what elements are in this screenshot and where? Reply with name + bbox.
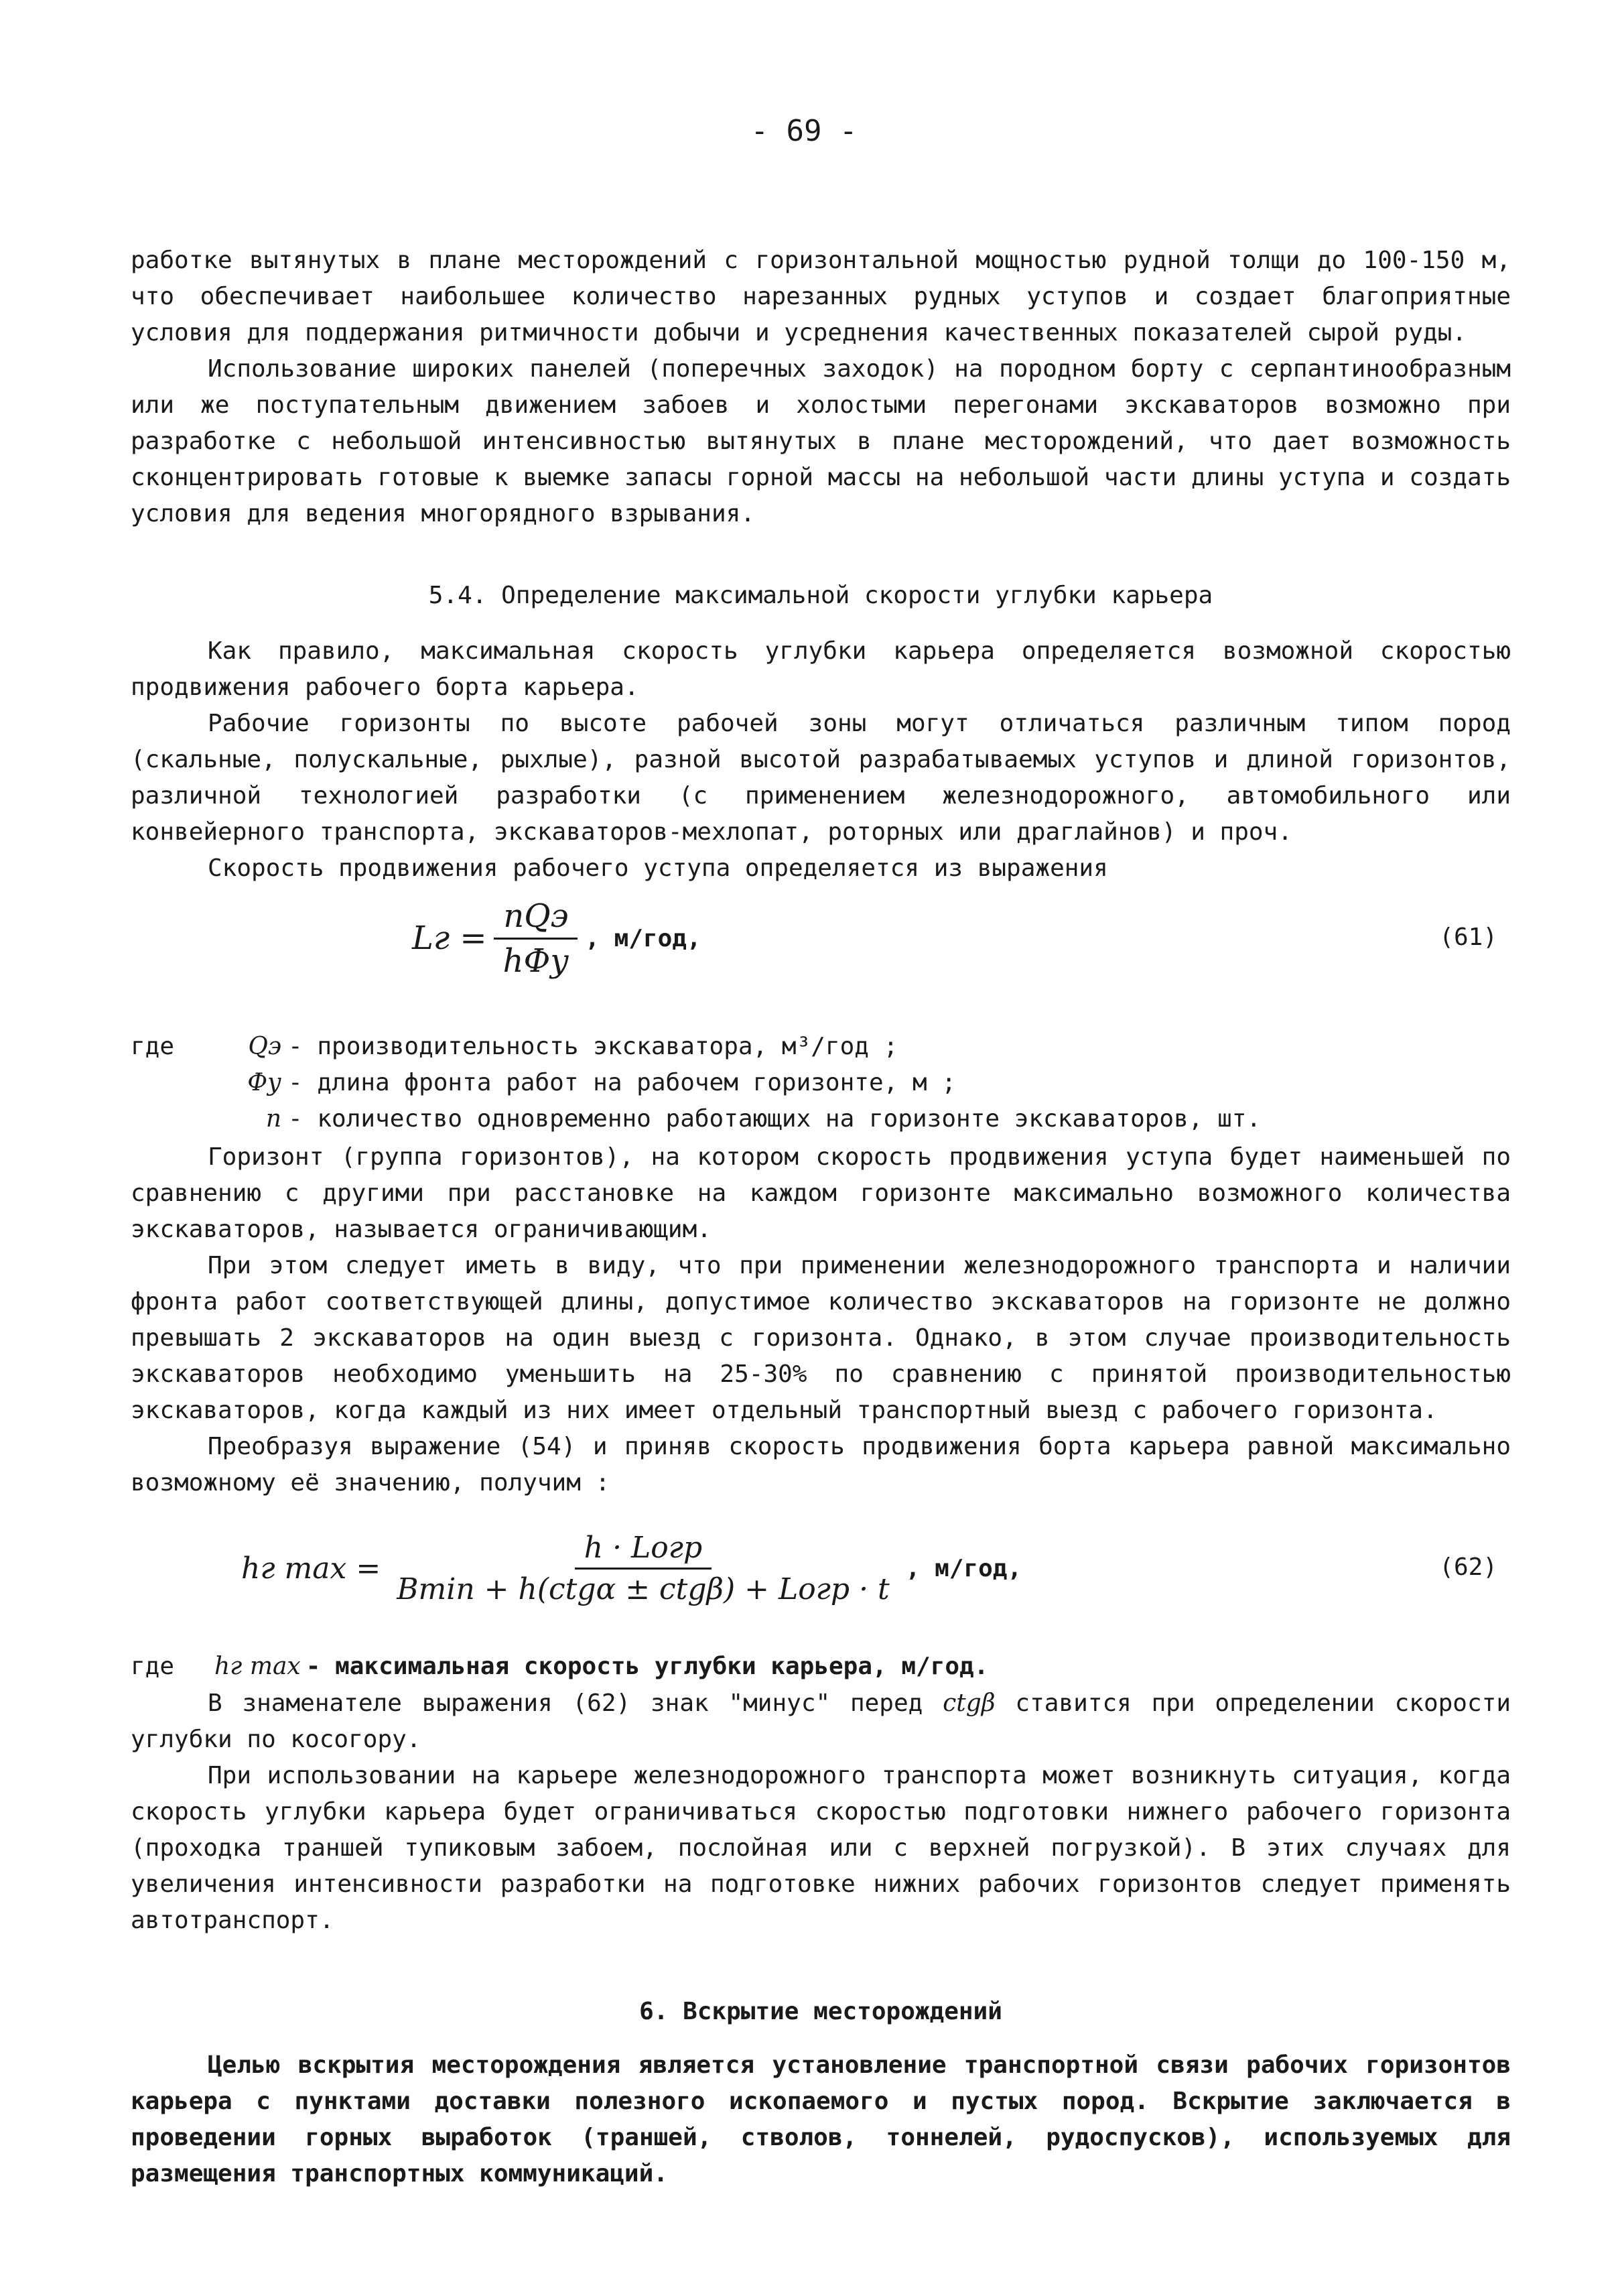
legend-row-f xyxy=(131,1065,1511,1101)
formula-61-lhs: Lг = xyxy=(412,919,487,957)
minus-sign-math: ctgβ xyxy=(943,1689,996,1717)
body-paragraph-railway-limit: При использовании на карьере железнодорожного транспорта может возникнуть ситуация, когда скорость углубки карьера будет ограничиваться скоростью подготовки нижнего рабочего горизонта (проходка траншей тупиковым забоем, послойная или с верхней погрузкой). В этих случаях для увеличения интенсивности разработки на подготовке нижних рабочих горизонтов следует применять автотранспорт. xyxy=(131,1762,1511,1934)
legend-row-n xyxy=(131,1101,1511,1137)
section-5-4-block xyxy=(131,633,1511,887)
body-paragraph-transform: Преобразуя выражение (54) и приняв скорость продвижения борта карьера равной максимально возможному её значению, получим : xyxy=(131,1433,1511,1496)
formula-62-numerator: h · Lогр xyxy=(575,1531,712,1570)
section-6-block xyxy=(131,2047,1511,2192)
formula-61-row xyxy=(131,898,1511,978)
formula-61-numerator: nQэ xyxy=(494,897,578,940)
formula-61-legend xyxy=(131,1029,1511,1137)
body-block-3 xyxy=(131,1685,1511,1939)
formula-62-row xyxy=(131,1521,1511,1615)
section-5-4-paragraph-3: Скорость продвижения рабочего уступа определяется из выражения xyxy=(208,854,1108,882)
where-label: где xyxy=(131,1033,175,1060)
formula-62-denominator: Bmin + h(ctgα ± ctgβ) + Lогр · t xyxy=(397,1572,890,1606)
section-6-heading: 6. Вскрытие месторождений xyxy=(639,1998,1002,2025)
legend-symbol-h: hг max xyxy=(214,1653,301,1680)
section-5-4-paragraph-2: Рабочие горизонты по высоте рабочей зоны могут отличаться различным типом пород (скальные, полускальные, рыхлые), разной высотой разрабатываемых уступов и длиной горизонтов, различной технологией разработки (с применением железнодорожного, автомобильного или конвейерного транспорта, экскаваторов-мехлопат, роторных или драглайнов) и проч. xyxy=(131,710,1511,846)
section-5-4-paragraph-1: Как правило, максимальная скорость углубки карьера определяется возможной скоростью продвижения рабочего борта карьера. xyxy=(131,637,1511,701)
minus-sign-text-after: ставится при определении скорости углубки по косогору. xyxy=(131,1689,1511,1753)
formula-61 xyxy=(412,898,701,978)
formula-62-number: (62) xyxy=(1439,1553,1497,1581)
formula-61-units: , м/год, xyxy=(585,924,701,952)
intro-paragraph-2: Использование широких панелей (поперечных заходок) на породном борту с серпантинообразным или же поступательным движением забоев и холостыми перегонами экскаваторов возможно при разработке с небольшой интенсивностью вытянутых в плане месторождений, что дает возможность сконцентрировать готовые к выемке запасы горной массы на небольшой части длины уступа и создать условия для ведения многорядного взрывания. xyxy=(131,355,1511,527)
formula-62 xyxy=(241,1521,1022,1615)
body-block-2 xyxy=(131,1139,1511,1501)
legend-row-q xyxy=(131,1029,1511,1065)
legend-row-h xyxy=(131,1649,1511,1685)
legend-text-n: - количество одновременно работающих на горизонте экскаваторов, шт. xyxy=(288,1105,1262,1133)
formula-61-number: (61) xyxy=(1439,923,1497,951)
minus-sign-text-before: В знаменателе выражения (62) знак "минус" перед xyxy=(208,1689,923,1717)
legend-text-h: - максимальная скорость углубки карьера, м/год. xyxy=(306,1653,989,1680)
formula-62-legend xyxy=(131,1649,1511,1685)
section-6-paragraph-1: Целью вскрытия месторождения является установление транспортной связи рабочих горизонтов карьера с пунктами доставки полезного ископаемого и пустых пород. Вскрытие заключается в проведении горных выработок (траншей, стволов, тоннелей, рудоспусков), используемых для размещения транспортных коммуникаций. xyxy=(131,2051,1511,2187)
legend-symbol-q: Qэ xyxy=(248,1033,281,1060)
legend-symbol-f: Фу xyxy=(247,1069,281,1096)
legend-symbol-n: n xyxy=(265,1105,281,1133)
intro-paragraph-1: работке вытянутых в плане месторождений с горизонтальной мощностью рудной толщи до 100-150 м, что обеспечивает наибольшее количество нарезанных рудных уступов и создает благоприятные условия для поддержания ритмичности добычи и усреднения качественных показателей сырой руды. xyxy=(131,247,1511,346)
page-number: - 69 - xyxy=(750,114,858,148)
intro-block xyxy=(131,243,1511,532)
where-label-2: где xyxy=(131,1653,175,1680)
body-paragraph-railway: При этом следует иметь в виду, что при применении железнодорожного транспорта и наличии фронта работ соответствующей длины, допустимое количество экскаваторов на горизонте не должно превышать 2 экскаваторов на один выезд с горизонта. Однако, в этом случае производительность экскаваторов необходимо уменьшить на 25-30% по сравнению с принятой производительностью экскаваторов, когда каждый из них имеет отдельный транспортный выезд с рабочего горизонта. xyxy=(131,1252,1511,1424)
section-5-4-heading: 5.4. Определение максимальной скорости углубки карьера xyxy=(428,582,1213,609)
legend-text-f: - длина фронта работ на рабочем горизонте, м ; xyxy=(288,1069,956,1096)
formula-62-units: , м/год, xyxy=(905,1554,1022,1582)
body-paragraph-minus-sign xyxy=(131,1685,1511,1758)
formula-61-fraction xyxy=(494,897,579,980)
legend-text-q: - производительность экскаватора, м³/год ; xyxy=(288,1033,898,1060)
formula-61-denominator: hФу xyxy=(502,942,569,980)
formula-62-lhs: hг max = xyxy=(241,1551,381,1586)
formula-62-fraction xyxy=(387,1531,899,1606)
body-paragraph-horizon: Горизонт (группа горизонтов), на котором скорость продвижения уступа будет наименьшей по сравнению с другими при расстановке на каждом горизонте максимально возможного количества экскаваторов, называется ограничивающим. xyxy=(131,1143,1511,1243)
